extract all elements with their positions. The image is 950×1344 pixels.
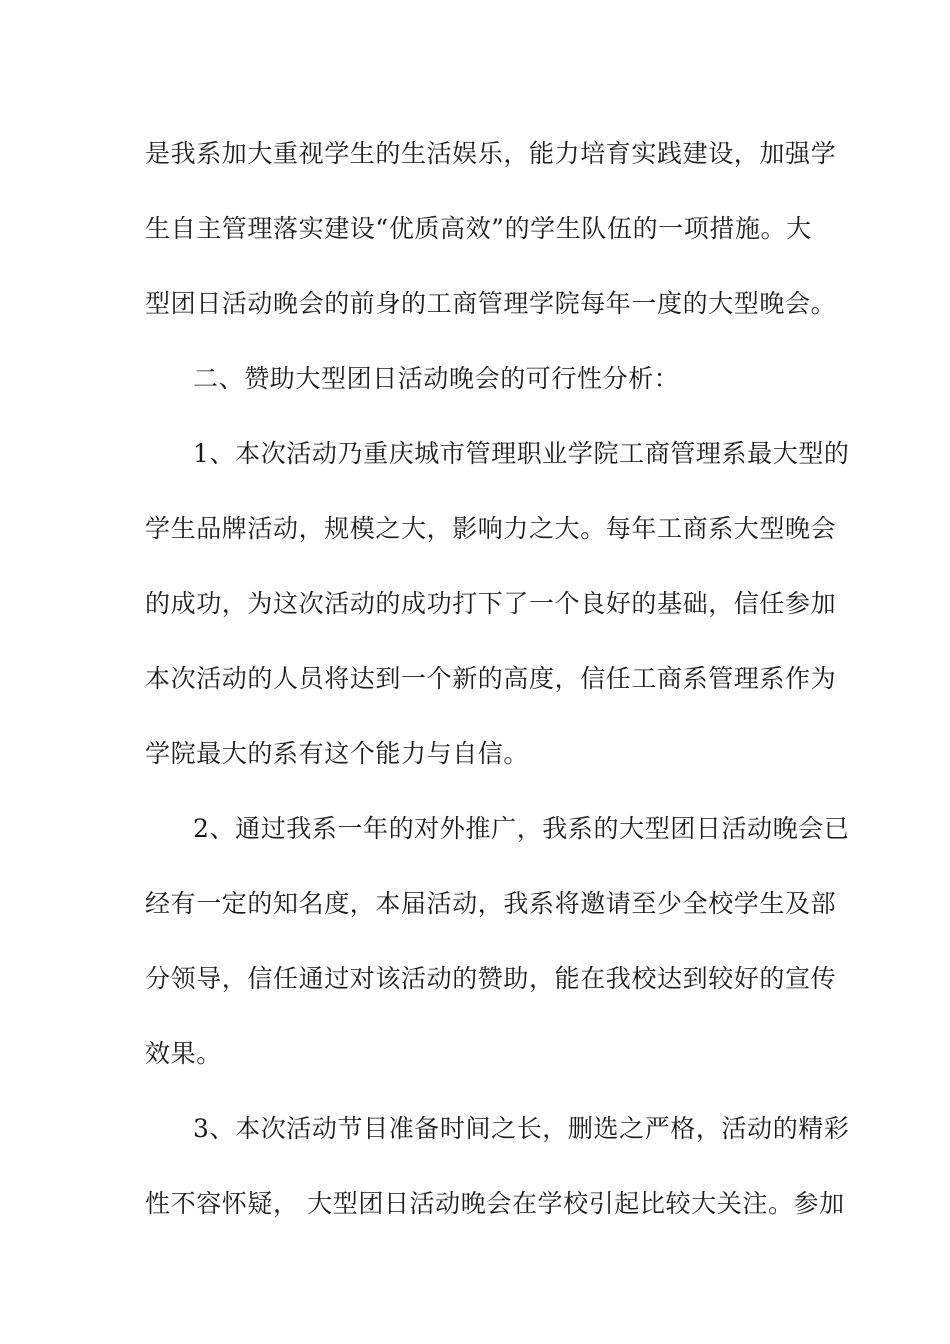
item-2-line-3: 分领导，信任通过对该活动的赞助，能在我校达到较好的宣传 [145,964,837,993]
item-2-line-1: 2、通过我系一年的对外推广，我系的大型团日活动晚会已 [193,814,850,843]
item-1-line-3: 的成功，为这次活动的成功打下了一个良好的基础，信任参加 [145,589,837,618]
section-heading: 二、赞助大型团日活动晚会的可行性分析： [193,364,680,393]
item-2-line-2: 经有一定的知名度，本届活动，我系将邀请至少全校学生及部 [145,889,837,918]
item-3-line-2: 性不容怀疑， 大型团日活动晚会在学校引起比较大关注。参加 [145,1189,845,1218]
item-1-line-5: 学院最大的系有这个能力与自信。 [145,739,530,768]
item-2-line-4: 效果。 [145,1039,222,1068]
item-1-line-2: 学生品牌活动，规模之大，影响力之大。每年工商系大型晚会 [145,514,837,543]
paragraph-1-line-3: 型团日活动晚会的前身的工商管理学院每年一度的大型晚会。 [145,289,837,318]
item-1-line-4: 本次活动的人员将达到一个新的高度，信任工商系管理系作为 [145,664,837,693]
item-1-line-1: 1、本次活动乃重庆城市管理职业学院工商管理系最大型的 [193,439,850,468]
item-3-line-1: 3、本次活动节目准备时间之长，删选之严格，活动的精彩 [193,1114,850,1143]
paragraph-1-line-1: 是我系加大重视学生的生活娱乐，能力培育实践建设，加强学 [145,139,837,168]
paragraph-1-line-2: 生自主管理落实建设“优质高效”的学生队伍的一项措施。大 [145,214,812,243]
